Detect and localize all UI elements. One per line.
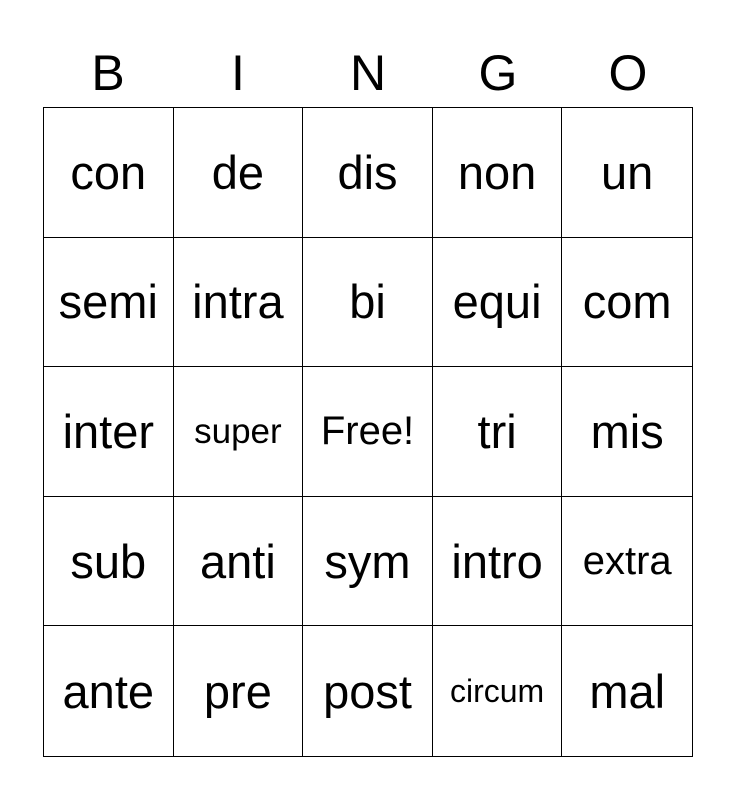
header-letter-g: G [478, 45, 518, 101]
bingo-cell[interactable]: inter [44, 367, 174, 497]
bingo-cell[interactable]: semi [44, 238, 174, 368]
bingo-cell[interactable]: extra [562, 497, 692, 627]
bingo-cell[interactable]: tri [433, 367, 563, 497]
bingo-board [43, 107, 693, 757]
bingo-cell[interactable]: equi [433, 238, 563, 368]
header-letter-b: B [91, 45, 125, 101]
free-space-cell[interactable]: Free! [303, 367, 433, 497]
bingo-cell[interactable]: dis [303, 108, 433, 238]
bingo-cell[interactable]: circum [433, 626, 563, 756]
bingo-header [43, 40, 693, 106]
bingo-cell[interactable]: un [562, 108, 692, 238]
bingo-cell[interactable]: mal [589, 664, 666, 718]
bingo-cell[interactable]: super [174, 367, 304, 497]
bingo-cell[interactable]: sub [44, 497, 174, 627]
header-letter-o: O [608, 45, 648, 101]
bingo-cell[interactable]: sym [303, 497, 433, 627]
bingo-cell[interactable]: intro [433, 497, 563, 627]
bingo-cell[interactable]: con [44, 108, 174, 238]
bingo-cell[interactable]: bi [303, 238, 433, 368]
bingo-cell[interactable]: pre [174, 626, 304, 756]
header-letter-n: N [349, 45, 387, 101]
bingo-cell[interactable]: intra [174, 238, 304, 368]
bingo-cell[interactable]: post [303, 626, 433, 756]
bingo-cell[interactable]: non [433, 108, 563, 238]
bingo-cell[interactable]: ante [44, 626, 174, 756]
bingo-cell[interactable]: anti [174, 497, 304, 627]
bingo-cell[interactable]: de [174, 108, 304, 238]
bingo-cell[interactable]: mis [562, 367, 692, 497]
bingo-cell[interactable]: com [562, 238, 692, 368]
header-letter-i: I [231, 45, 245, 101]
